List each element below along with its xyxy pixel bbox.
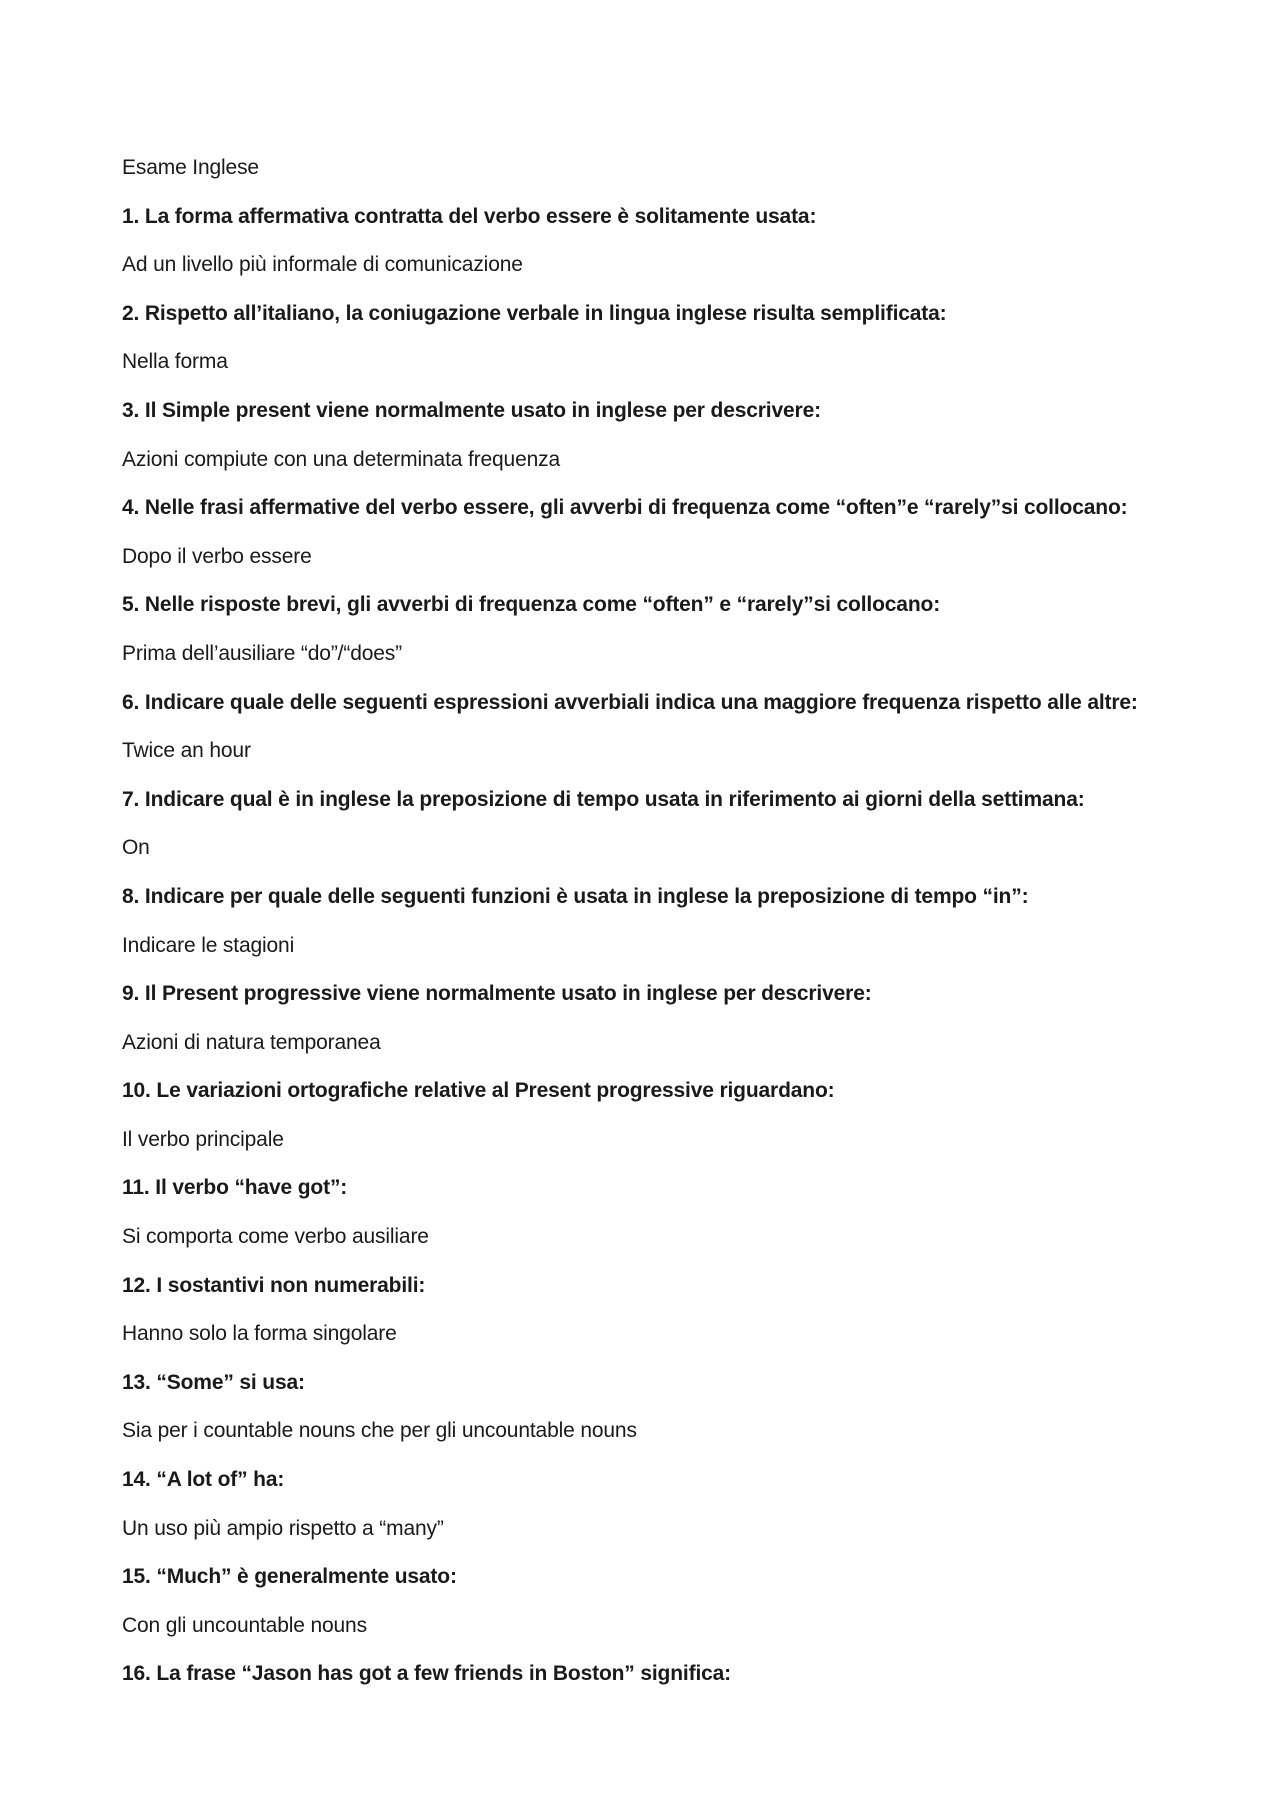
- document-body: [122, 153, 1162, 1708]
- question-text: 7. Indicare qual è in inglese la preposizione di tempo usata in riferimento ai giorni della settimana:: [122, 787, 1085, 811]
- question-text: 8. Indicare per quale delle seguenti funzioni è usata in inglese la preposizione di tempo “in”:: [122, 884, 1029, 908]
- question-text: 6. Indicare quale delle seguenti espressioni avverbiali indica una maggiore frequenza rispetto alle altre:: [122, 690, 1138, 714]
- question-text: 4. Nelle frasi affermative del verbo essere, gli avverbi di frequenza come “often”e “rarely”si collocano:: [122, 496, 1128, 520]
- question-text: 10. Le variazioni ortografiche relative al Present progressive riguardano:: [122, 1079, 835, 1103]
- answer-text: Nella forma: [122, 350, 228, 374]
- question-text: 15. “Much” è generalmente usato:: [122, 1565, 457, 1589]
- answer-text: Indicare le stagioni: [122, 933, 295, 957]
- answer-text: Si comporta come verbo ausiliare: [122, 1225, 429, 1249]
- answer-text: On: [122, 836, 150, 860]
- question-text: 11. Il verbo “have got”:: [122, 1176, 348, 1200]
- answer-text: Prima dell’ausiliare “do”/“does”: [122, 641, 402, 665]
- question-text: 13. “Some” si usa:: [122, 1370, 305, 1394]
- question-text: 16. La frase “Jason has got a few friends in Boston” significa:: [122, 1662, 732, 1686]
- answer-text: Sia per i countable nouns che per gli uncountable nouns: [122, 1419, 637, 1443]
- question-text: 12. I sostantivi non numerabili:: [122, 1273, 426, 1297]
- question-text: 14. “A lot of” ha:: [122, 1468, 285, 1492]
- answer-text: Azioni compiute con una determinata frequenza: [122, 447, 561, 471]
- question-text: 2. Rispetto all’italiano, la coniugazione verbale in lingua inglese risulta semplificata:: [122, 301, 947, 325]
- question-text: 9. Il Present progressive viene normalmente usato in inglese per descrivere:: [122, 982, 872, 1006]
- answer-text: Con gli uncountable nouns: [122, 1613, 367, 1637]
- answer-text: Twice an hour: [122, 739, 251, 763]
- answer-text: Hanno solo la forma singolare: [122, 1322, 397, 1346]
- answer-text: Un uso più ampio rispetto a “many”: [122, 1516, 444, 1540]
- question-text: 3. Il Simple present viene normalmente usato in inglese per descrivere:: [122, 398, 821, 422]
- answer-text: Azioni di natura temporanea: [122, 1030, 381, 1054]
- question-text: 1. La forma affermativa contratta del verbo essere è solitamente usata:: [122, 204, 817, 228]
- answer-text: Il verbo principale: [122, 1127, 284, 1151]
- question-text: 5. Nelle risposte brevi, gli avverbi di frequenza come “often” e “rarely”si collocano:: [122, 593, 941, 617]
- answer-text: Dopo il verbo essere: [122, 544, 312, 568]
- document-title: Esame Inglese: [122, 156, 259, 179]
- answer-text: Ad un livello più informale di comunicazione: [122, 253, 523, 277]
